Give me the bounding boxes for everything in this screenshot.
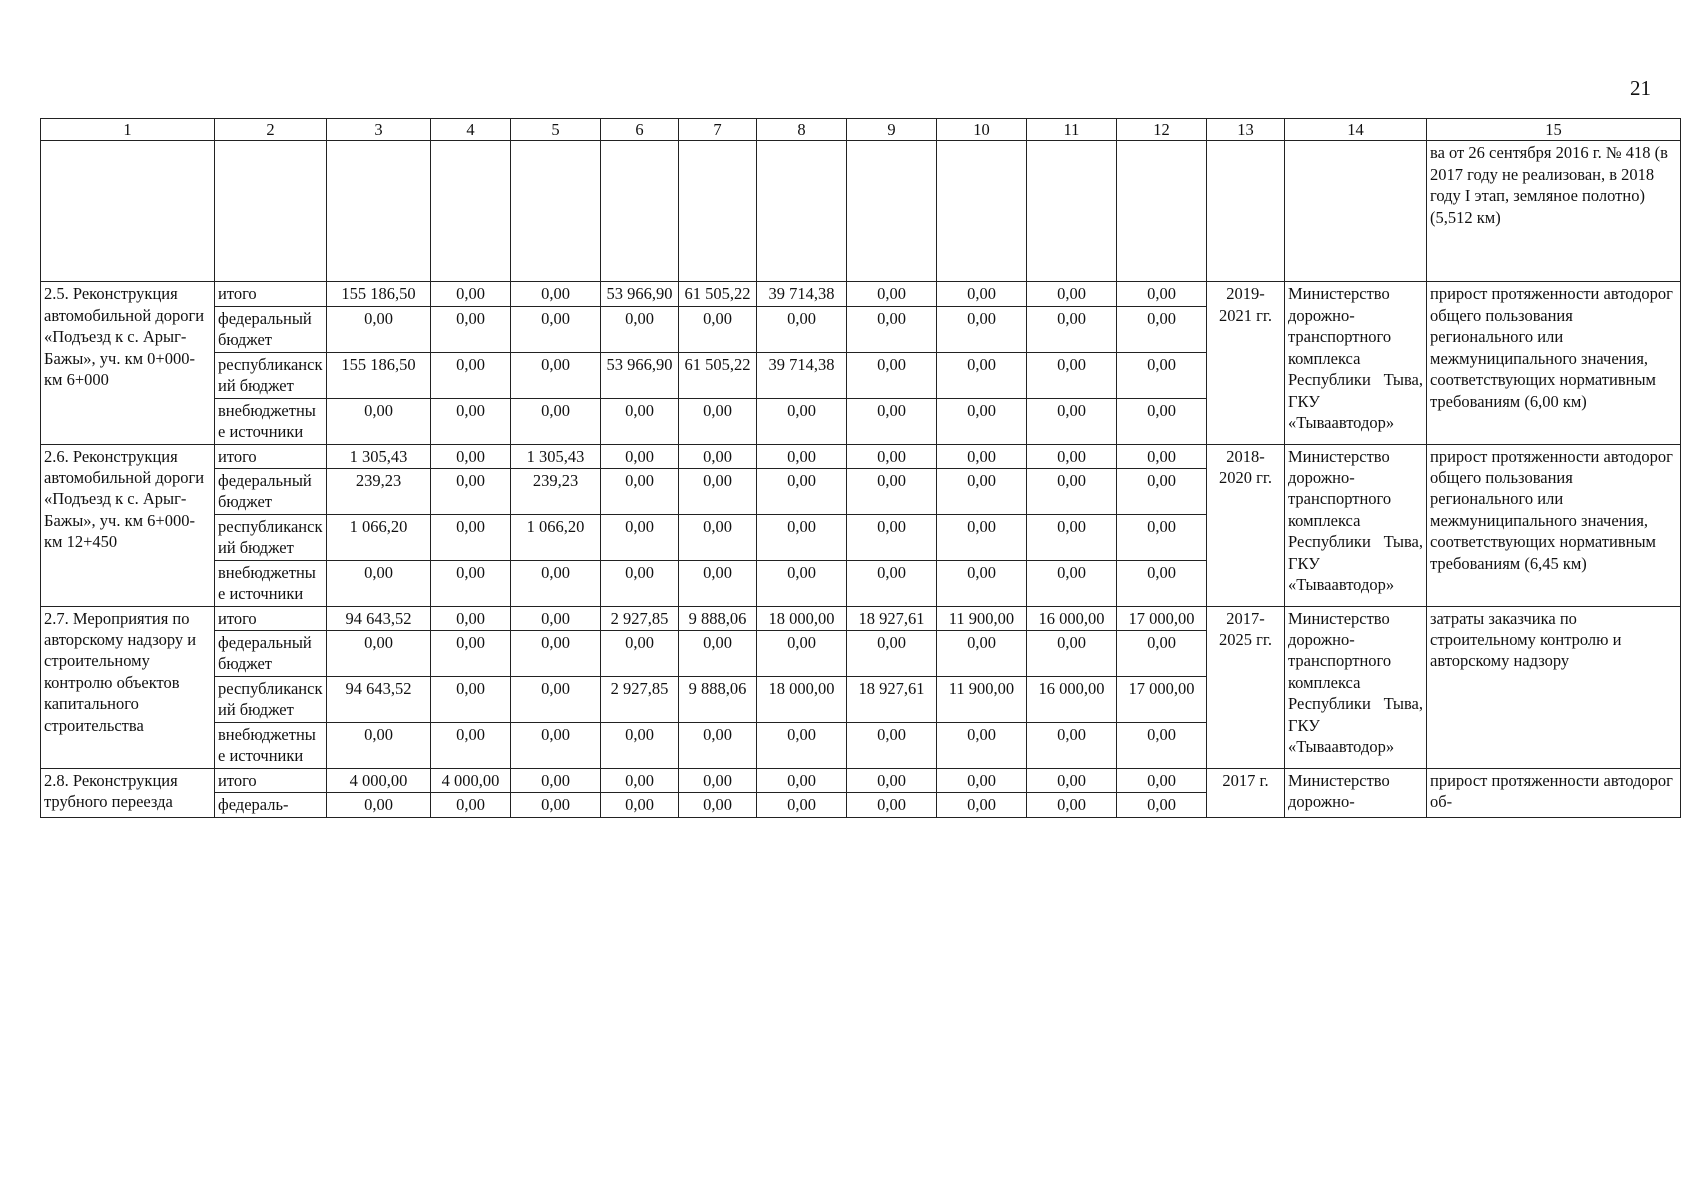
funding-source: итого	[215, 606, 327, 630]
value-cell: 18 927,61	[847, 606, 937, 630]
value-cell: 0,00	[1117, 560, 1207, 606]
value-cell: 0,00	[601, 722, 679, 768]
value-cell: 0,00	[847, 722, 937, 768]
header-cell: 6	[601, 119, 679, 141]
value-cell: 1 305,43	[327, 444, 431, 468]
value-cell: 39 714,38	[757, 282, 847, 306]
value-cell: 0,00	[327, 560, 431, 606]
header-cell: 5	[511, 119, 601, 141]
value-cell: 16 000,00	[1027, 676, 1117, 722]
value-cell: 0,00	[679, 560, 757, 606]
empty-cell	[847, 141, 937, 282]
header-cell: 9	[847, 119, 937, 141]
header-cell: 1	[41, 119, 215, 141]
value-cell: 0,00	[601, 631, 679, 677]
value-cell: 0,00	[679, 306, 757, 352]
value-cell: 0,00	[511, 282, 601, 306]
value-cell: 0,00	[1027, 514, 1117, 560]
empty-cell	[511, 141, 601, 282]
value-cell: 0,00	[1027, 793, 1117, 817]
value-cell: 0,00	[757, 793, 847, 817]
value-cell: 61 505,22	[679, 282, 757, 306]
value-cell: 0,00	[511, 352, 601, 398]
measure-name: 2.7. Мероприятия по авторскому надзору и строительному контролю объектов капитального строительства	[41, 606, 215, 768]
value-cell: 9 888,06	[679, 676, 757, 722]
value-cell: 0,00	[757, 560, 847, 606]
value-cell: 0,00	[847, 560, 937, 606]
empty-cell	[601, 141, 679, 282]
value-cell: 0,00	[937, 352, 1027, 398]
result-cell: затраты заказчика по строительному контролю и авторскому надзору	[1427, 606, 1681, 768]
period-cell: 2017 г.	[1207, 768, 1285, 817]
value-cell: 0,00	[1027, 444, 1117, 468]
table-row	[41, 768, 1681, 792]
value-cell: 1 066,20	[511, 514, 601, 560]
funding-source: республиканский бюджет	[215, 514, 327, 560]
header-cell: 4	[431, 119, 511, 141]
empty-cell	[1027, 141, 1117, 282]
funding-source: итого	[215, 444, 327, 468]
value-cell: 0,00	[431, 444, 511, 468]
value-cell: 0,00	[511, 398, 601, 444]
executor-cell: Министерство дорожно-транспортного комплекса Республики Тыва, ГКУ «Тываавтодор»	[1285, 606, 1427, 768]
value-cell: 0,00	[511, 560, 601, 606]
value-cell: 0,00	[511, 768, 601, 792]
value-cell: 0,00	[679, 793, 757, 817]
value-cell: 2 927,85	[601, 676, 679, 722]
value-cell: 0,00	[601, 444, 679, 468]
value-cell: 0,00	[1027, 631, 1117, 677]
value-cell: 0,00	[937, 560, 1027, 606]
value-cell: 0,00	[847, 468, 937, 514]
empty-cell	[679, 141, 757, 282]
header-cell: 2	[215, 119, 327, 141]
value-cell: 0,00	[757, 398, 847, 444]
value-cell: 0,00	[937, 282, 1027, 306]
value-cell: 0,00	[1027, 560, 1117, 606]
value-cell: 0,00	[679, 398, 757, 444]
value-cell: 94 643,52	[327, 606, 431, 630]
value-cell: 0,00	[1027, 306, 1117, 352]
value-cell: 0,00	[327, 398, 431, 444]
value-cell: 0,00	[431, 793, 511, 817]
value-cell: 0,00	[431, 514, 511, 560]
empty-cell	[215, 141, 327, 282]
empty-cell	[757, 141, 847, 282]
value-cell: 0,00	[757, 514, 847, 560]
period-cell: 2017-2025 гг.	[1207, 606, 1285, 768]
value-cell: 0,00	[431, 722, 511, 768]
value-cell: 0,00	[757, 468, 847, 514]
value-cell: 0,00	[1117, 444, 1207, 468]
value-cell: 0,00	[431, 676, 511, 722]
value-cell: 0,00	[757, 631, 847, 677]
executor-cell: Министерство дорожно-транспортного комплекса Республики Тыва, ГКУ «Тываавтодор»	[1285, 282, 1427, 444]
value-cell: 2 927,85	[601, 606, 679, 630]
value-cell: 0,00	[511, 306, 601, 352]
value-cell: 0,00	[431, 606, 511, 630]
value-cell: 11 900,00	[937, 606, 1027, 630]
value-cell: 0,00	[847, 306, 937, 352]
result-cell: прирост протяженности автодорог об-	[1427, 768, 1681, 817]
value-cell: 0,00	[431, 468, 511, 514]
value-cell: 0,00	[937, 722, 1027, 768]
empty-cell	[1207, 141, 1285, 282]
value-cell: 0,00	[847, 514, 937, 560]
value-cell: 0,00	[601, 560, 679, 606]
value-cell: 17 000,00	[1117, 676, 1207, 722]
value-cell: 0,00	[1027, 768, 1117, 792]
value-cell: 0,00	[679, 631, 757, 677]
header-cell: 15	[1427, 119, 1681, 141]
value-cell: 0,00	[1117, 514, 1207, 560]
measure-name: 2.6. Реконструкция автомобильной дороги «Подъезд к с. Арыг-Бажы», уч. км 6+000-км 12+450	[41, 444, 215, 606]
period-cell: 2018-2020 гг.	[1207, 444, 1285, 606]
value-cell: 0,00	[937, 768, 1027, 792]
value-cell: 0,00	[679, 444, 757, 468]
measure-name: 2.5. Реконструкция автомобильной дороги «Подъезд к с. Арыг-Бажы», уч. км 0+000-км 6+000	[41, 282, 215, 444]
period-cell: 2019-2021 гг.	[1207, 282, 1285, 444]
table-row	[41, 444, 1681, 468]
value-cell: 0,00	[511, 722, 601, 768]
value-cell: 0,00	[847, 631, 937, 677]
value-cell: 18 000,00	[757, 676, 847, 722]
funding-source: федераль-	[215, 793, 327, 817]
value-cell: 0,00	[937, 793, 1027, 817]
value-cell: 0,00	[601, 514, 679, 560]
value-cell: 0,00	[937, 306, 1027, 352]
value-cell: 0,00	[757, 306, 847, 352]
empty-cell	[41, 141, 215, 282]
value-cell: 0,00	[937, 631, 1027, 677]
executor-cell: Министерство дорожно-	[1285, 768, 1427, 817]
header-cell: 8	[757, 119, 847, 141]
value-cell: 0,00	[847, 282, 937, 306]
value-cell: 155 186,50	[327, 282, 431, 306]
value-cell: 0,00	[601, 398, 679, 444]
value-cell: 0,00	[757, 722, 847, 768]
header-cell: 3	[327, 119, 431, 141]
funding-source: федеральный бюджет	[215, 468, 327, 514]
header-cell: 11	[1027, 119, 1117, 141]
value-cell: 94 643,52	[327, 676, 431, 722]
value-cell: 0,00	[1117, 793, 1207, 817]
value-cell: 0,00	[601, 793, 679, 817]
empty-cell	[431, 141, 511, 282]
value-cell: 0,00	[601, 468, 679, 514]
table-row	[41, 606, 1681, 630]
value-cell: 0,00	[511, 676, 601, 722]
result-cell: прирост протяженности автодорог общего пользования регионального или межмуниципального значения, соответствующих нормативным требованиям (6,45 км)	[1427, 444, 1681, 606]
value-cell: 0,00	[1117, 282, 1207, 306]
value-cell: 0,00	[679, 768, 757, 792]
empty-cell	[1117, 141, 1207, 282]
value-cell: 0,00	[327, 722, 431, 768]
value-cell: 1 066,20	[327, 514, 431, 560]
value-cell: 0,00	[937, 444, 1027, 468]
value-cell: 0,00	[679, 514, 757, 560]
value-cell: 0,00	[847, 444, 937, 468]
value-cell: 155 186,50	[327, 352, 431, 398]
value-cell: 4 000,00	[327, 768, 431, 792]
value-cell: 0,00	[327, 631, 431, 677]
value-cell: 53 966,90	[601, 282, 679, 306]
funding-source: республиканский бюджет	[215, 676, 327, 722]
page-number: 21	[1630, 76, 1651, 100]
funding-source: федеральный бюджет	[215, 306, 327, 352]
value-cell: 0,00	[937, 468, 1027, 514]
funding-source: федеральный бюджет	[215, 631, 327, 677]
value-cell: 0,00	[847, 398, 937, 444]
funding-source: республиканский бюджет	[215, 352, 327, 398]
value-cell: 0,00	[431, 560, 511, 606]
funding-source: внебюджетные источники	[215, 722, 327, 768]
value-cell: 0,00	[511, 631, 601, 677]
value-cell: 0,00	[601, 306, 679, 352]
continuation-row	[41, 141, 1681, 282]
value-cell: 0,00	[1027, 282, 1117, 306]
value-cell: 0,00	[1027, 352, 1117, 398]
header-cell: 12	[1117, 119, 1207, 141]
table-row	[41, 282, 1681, 306]
value-cell: 11 900,00	[937, 676, 1027, 722]
value-cell: 53 966,90	[601, 352, 679, 398]
value-cell: 0,00	[847, 352, 937, 398]
value-cell: 0,00	[1117, 352, 1207, 398]
empty-cell	[1285, 141, 1427, 282]
value-cell: 0,00	[601, 768, 679, 792]
value-cell: 0,00	[431, 352, 511, 398]
value-cell: 0,00	[431, 306, 511, 352]
value-cell: 0,00	[847, 793, 937, 817]
value-cell: 1 305,43	[511, 444, 601, 468]
value-cell: 16 000,00	[1027, 606, 1117, 630]
result-continuation: ва от 26 сентября 2016 г. № 418 (в 2017 году не реализован, в 2018 году I этап, земляное полотно) (5,512 км)	[1427, 141, 1681, 282]
value-cell: 4 000,00	[431, 768, 511, 792]
header-cell: 13	[1207, 119, 1285, 141]
value-cell: 0,00	[431, 398, 511, 444]
header-row	[41, 119, 1681, 141]
executor-cell: Министерство дорожно-транспортного комплекса Республики Тыва, ГКУ «Тываавтодор»	[1285, 444, 1427, 606]
value-cell: 0,00	[511, 793, 601, 817]
funding-source: внебюджетные источники	[215, 398, 327, 444]
value-cell: 9 888,06	[679, 606, 757, 630]
measure-name: 2.8. Реконструкция трубного переезда	[41, 768, 215, 817]
value-cell: 0,00	[937, 514, 1027, 560]
value-cell: 0,00	[1117, 468, 1207, 514]
budget-table	[40, 118, 1681, 818]
value-cell: 0,00	[757, 444, 847, 468]
funding-source: итого	[215, 768, 327, 792]
value-cell: 0,00	[511, 606, 601, 630]
value-cell: 0,00	[1117, 631, 1207, 677]
funding-source: итого	[215, 282, 327, 306]
value-cell: 18 927,61	[847, 676, 937, 722]
value-cell: 0,00	[431, 282, 511, 306]
value-cell: 239,23	[511, 468, 601, 514]
value-cell: 0,00	[679, 722, 757, 768]
header-cell: 7	[679, 119, 757, 141]
value-cell: 0,00	[327, 306, 431, 352]
value-cell: 239,23	[327, 468, 431, 514]
value-cell: 0,00	[1117, 306, 1207, 352]
value-cell: 0,00	[1117, 398, 1207, 444]
value-cell: 0,00	[679, 468, 757, 514]
empty-cell	[937, 141, 1027, 282]
value-cell: 0,00	[327, 793, 431, 817]
value-cell: 0,00	[1117, 722, 1207, 768]
empty-cell	[327, 141, 431, 282]
value-cell: 0,00	[847, 768, 937, 792]
value-cell: 0,00	[1027, 398, 1117, 444]
result-cell: прирост протяженности автодорог общего пользования регионального или межмуниципального значения, соответствующих нормативным требованиям (6,00 км)	[1427, 282, 1681, 444]
value-cell: 0,00	[1027, 468, 1117, 514]
value-cell: 0,00	[431, 631, 511, 677]
header-cell: 10	[937, 119, 1027, 141]
value-cell: 61 505,22	[679, 352, 757, 398]
header-cell: 14	[1285, 119, 1427, 141]
value-cell: 39 714,38	[757, 352, 847, 398]
value-cell: 0,00	[937, 398, 1027, 444]
value-cell: 0,00	[1027, 722, 1117, 768]
value-cell: 0,00	[757, 768, 847, 792]
funding-source: внебюджетные источники	[215, 560, 327, 606]
value-cell: 17 000,00	[1117, 606, 1207, 630]
value-cell: 18 000,00	[757, 606, 847, 630]
value-cell: 0,00	[1117, 768, 1207, 792]
